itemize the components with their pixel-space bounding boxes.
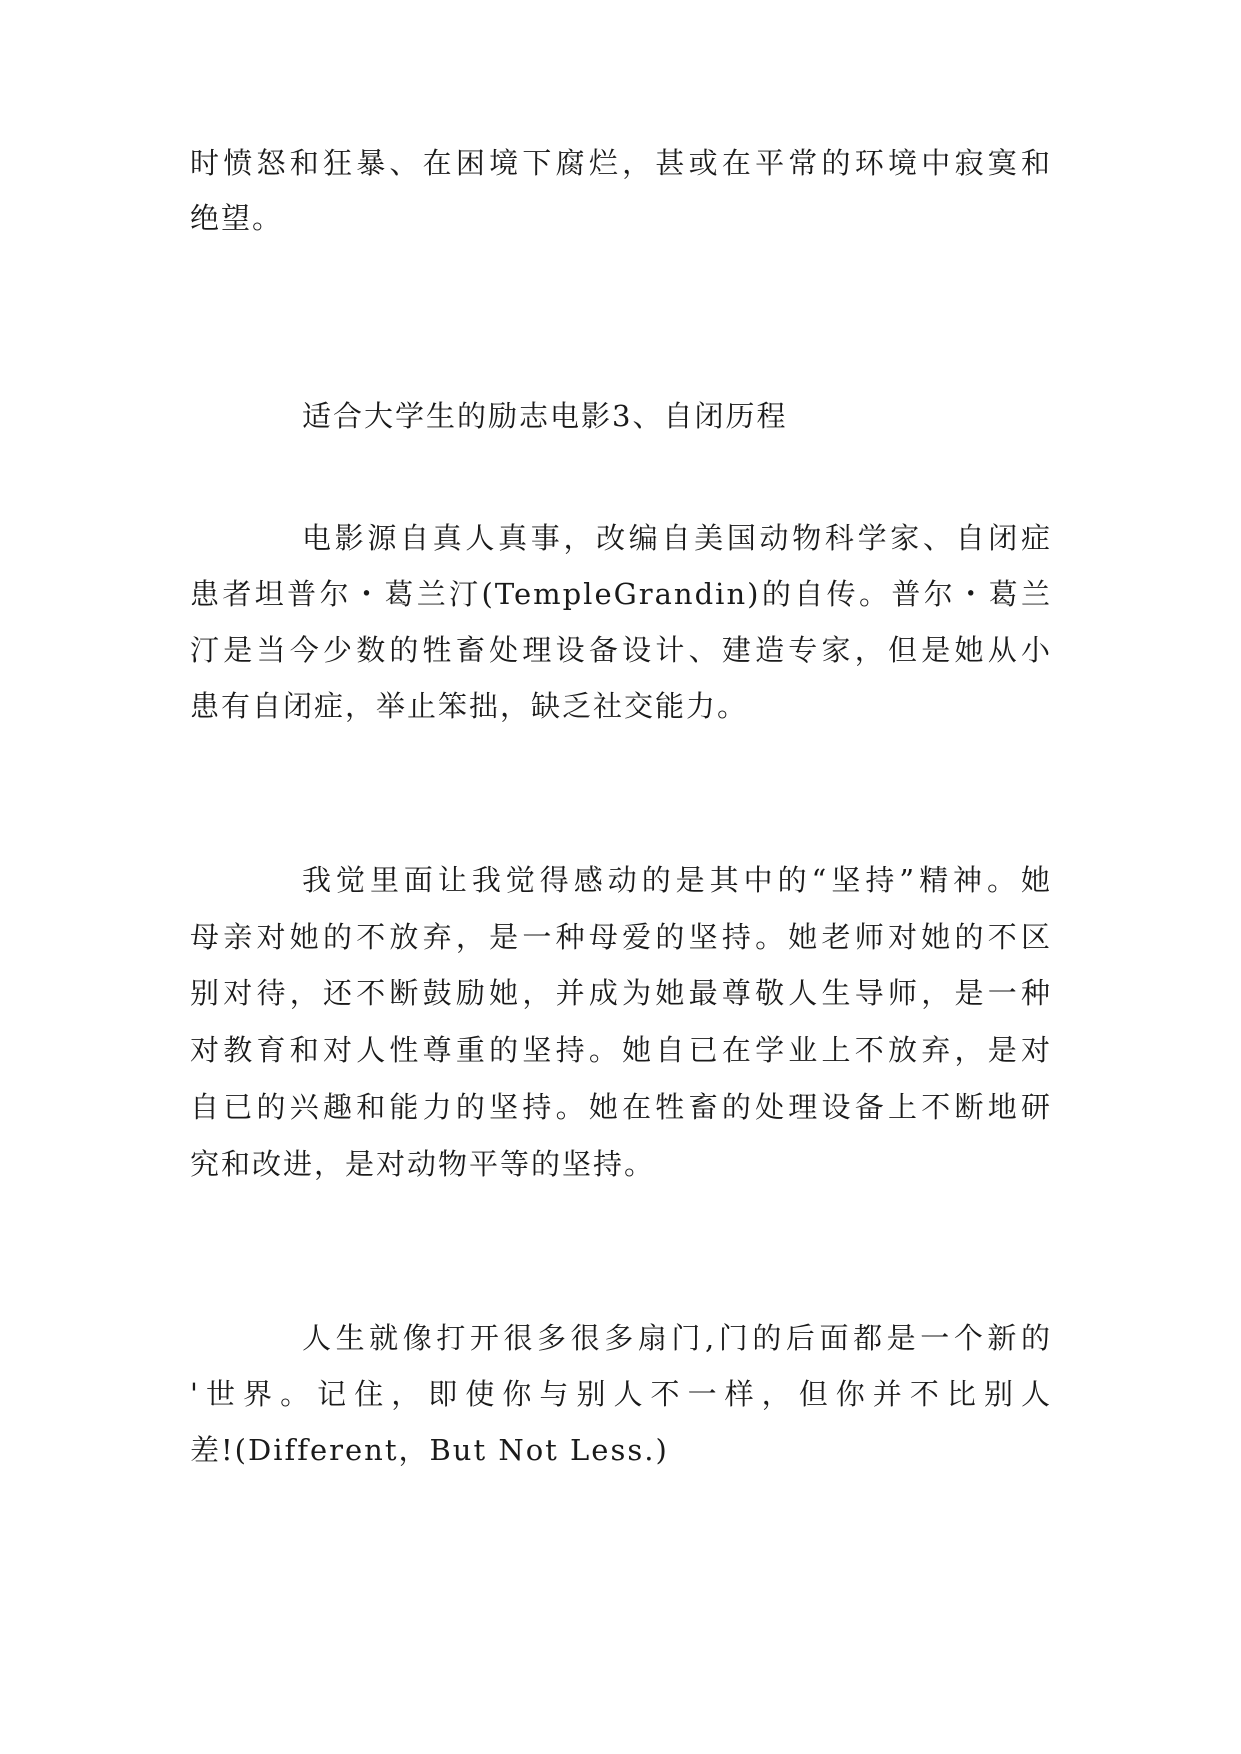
text-line: 时愤怒和狂暴、在困境下腐烂，甚或在平常的环境中寂寞和 <box>190 146 1052 180</box>
text-line: 电影源自真人真事，改编自美国动物科学家、自闭症 <box>302 521 1052 555</box>
text-line: 差!(Different，But Not Less.) <box>190 1433 669 1467</box>
text-line: 自已的兴趣和能力的坚持。她在牲畜的处理设备上不断地研 <box>190 1090 1052 1124</box>
text-line: '世界。记住，即使你与别人不一样，但你并不比别人 <box>190 1377 1052 1411</box>
section-heading: 适合大学生的励志电影3、自闭历程 <box>302 399 788 433</box>
text-line: 汀是当今少数的牲畜处理设备设计、建造专家，但是她从小 <box>190 633 1052 667</box>
text-line: 母亲对她的不放弃，是一种母爱的坚持。她老师对她的不区 <box>190 920 1052 954</box>
text-line: 别对待，还不断鼓励她，并成为她最尊敬人生导师，是一种 <box>190 976 1052 1010</box>
text-line: 绝望。 <box>190 201 284 235</box>
text-line: 患有自闭症，举止笨拙，缺乏社交能力。 <box>190 689 749 723</box>
text-line: 人生就像打开很多很多扇门,门的后面都是一个新的 <box>302 1321 1052 1355</box>
text-line: 对教育和对人性尊重的坚持。她自已在学业上不放弃，是对 <box>190 1033 1052 1067</box>
text-line: 究和改进，是对动物平等的坚持。 <box>190 1147 656 1181</box>
text-line: 患者坦普尔・葛兰汀(TempleGrandin)的自传。普尔・葛兰 <box>190 577 1052 611</box>
text-line: 我觉里面让我觉得感动的是其中的“坚持”精神。她 <box>302 863 1052 897</box>
